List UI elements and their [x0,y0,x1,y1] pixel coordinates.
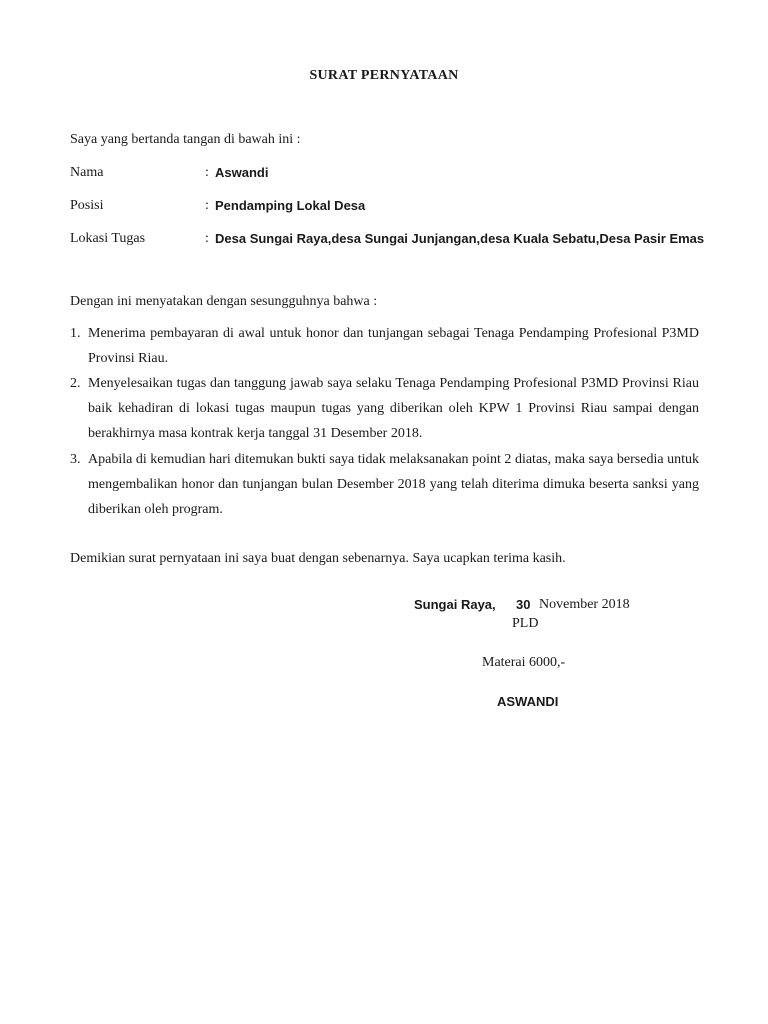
list-number: 3. [70,452,81,467]
list-item-3 [70,447,699,522]
closing-text: Demikian surat pernyataan ini saya buat dengan sebenarnya. Saya ucapkan terima kasih. [70,551,566,566]
list-item-text: Apabila di kemudian hari ditemukan bukti saya tidak melaksanakan point 2 diatas, maka saya bersedia untuk mengembalikan honor dan tunjangan bulan Desember 2018 yang telah diterima dimuka beserta sanksi yang diberikan oleh program. [88,452,699,517]
document-title: SURAT PERNYATAAN [309,68,459,83]
list-item-2 [70,371,699,446]
signature-day: 30 [516,597,531,612]
intro-text: Saya yang bertanda tangan di bawah ini : [70,132,301,147]
stamp-note: Materai 6000,- [482,655,566,670]
signature-month-year: November 2018 [539,597,630,612]
field-label-posisi: Posisi [70,198,104,213]
field-label-nama: Nama [70,165,104,180]
field-value-nama: Aswandi [215,165,269,180]
signature-role: PLD [512,616,539,631]
signature-place: Sungai Raya, [414,597,496,612]
list-number: 2. [70,376,81,391]
list-item-text: Menerima pembayaran di awal untuk honor dan tunjangan sebagai Tenaga Pendamping Profesional P3MD Provinsi Riau. [88,326,699,366]
list-item-text: Menyelesaikan tugas dan tanggung jawab saya selaku Tenaga Pendamping Profesional P3MD Provinsi Riau baik kehadiran di lokasi tugas maupun tugas yang diberikan oleh KPW 1 Provinsi Riau sampai dengan berakhirnya masa kontrak kerja tanggal 31 Desember 2018. [88,376,699,441]
statement-intro: Dengan ini menyatakan dengan sesungguhnya bahwa : [70,294,378,309]
field-value-lokasi-tugas: Desa Sungai Raya,desa Sungai Junjangan,desa Kuala Sebatu,Desa Pasir Emas [215,231,705,246]
signatory-name: ASWANDI [497,694,559,709]
field-colon-nama: : [205,165,209,180]
field-value-posisi: Pendamping Lokal Desa [215,198,366,213]
field-colon-lokasi-tugas: : [205,231,209,246]
list-number: 1. [70,326,81,341]
field-label-lokasi-tugas: Lokasi Tugas [70,231,146,246]
list-item-1 [70,321,699,371]
field-colon-posisi: : [205,198,209,213]
